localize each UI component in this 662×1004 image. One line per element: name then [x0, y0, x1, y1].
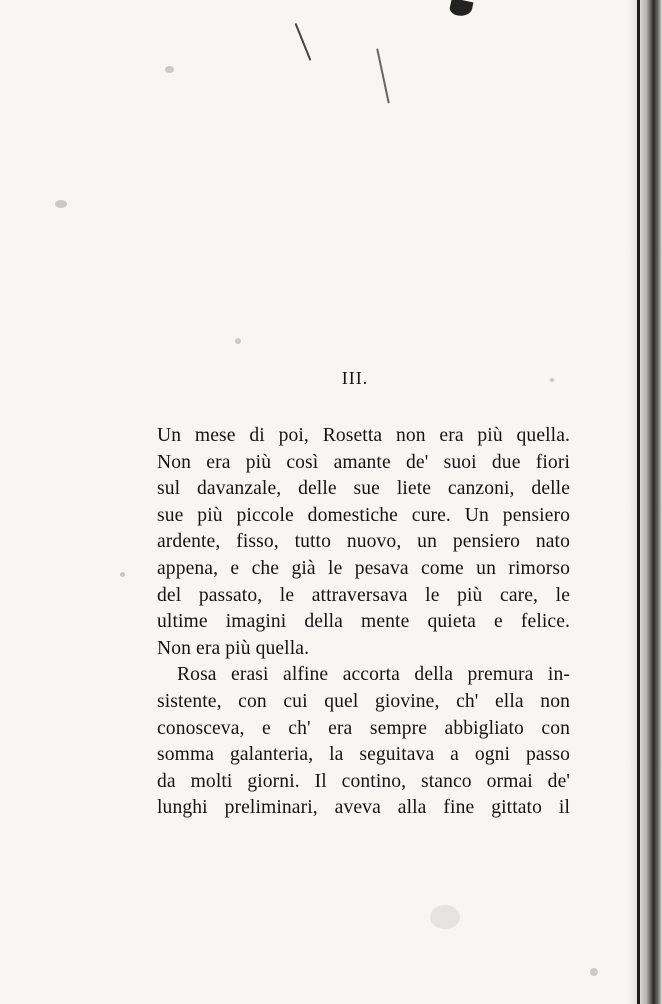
binding-edge [637, 0, 640, 1004]
text-line: del passato, le attraversava le più care, le [157, 584, 570, 606]
text-line: sistente, con cui quel giovine, ch' ella non [157, 690, 570, 712]
text-line: Un mese di poi, Rosetta non era più quella. [157, 425, 570, 446]
text-line: lunghi preliminari, aveva alla fine gittato il [157, 797, 570, 819]
text-line: conosceva, e ch' era sempre abbigliato con [157, 717, 570, 739]
text-line: Rosa erasi alfine accorta della premura in- [177, 664, 570, 686]
paper-speck [120, 572, 125, 577]
ink-stroke [376, 48, 389, 103]
chapter-heading: III. [341, 368, 369, 388]
text-line: appena, e che già le pesava come un rimorso [157, 557, 570, 579]
body-text [157, 423, 570, 822]
text-line: da molti giorni. Il contino, stanco ormai de' [157, 770, 570, 792]
paper-speck [235, 338, 241, 344]
text-line: ultime imagini della mente quieta e felice. [157, 611, 570, 633]
paper-speck [430, 905, 460, 929]
text-line: somma galanteria, la seguitava a ogni passo [157, 744, 570, 766]
text-line: sue più piccole domestiche cure. Un pensiero [157, 504, 570, 526]
text-line: Non era più così amante de' suoi due fiori [157, 451, 570, 473]
text-line: sul davanzale, delle sue liete canzoni, delle [157, 478, 570, 500]
text-line: Non era più quella. [157, 637, 310, 659]
ink-stroke [295, 23, 311, 61]
paper-speck [55, 200, 67, 208]
paper-speck [590, 968, 598, 976]
paper-speck [165, 66, 174, 73]
ink-bleed-mark [449, 0, 474, 18]
text-line: ardente, fisso, tutto nuovo, un pensiero nato [157, 531, 570, 553]
binding-shadow [628, 0, 662, 1004]
